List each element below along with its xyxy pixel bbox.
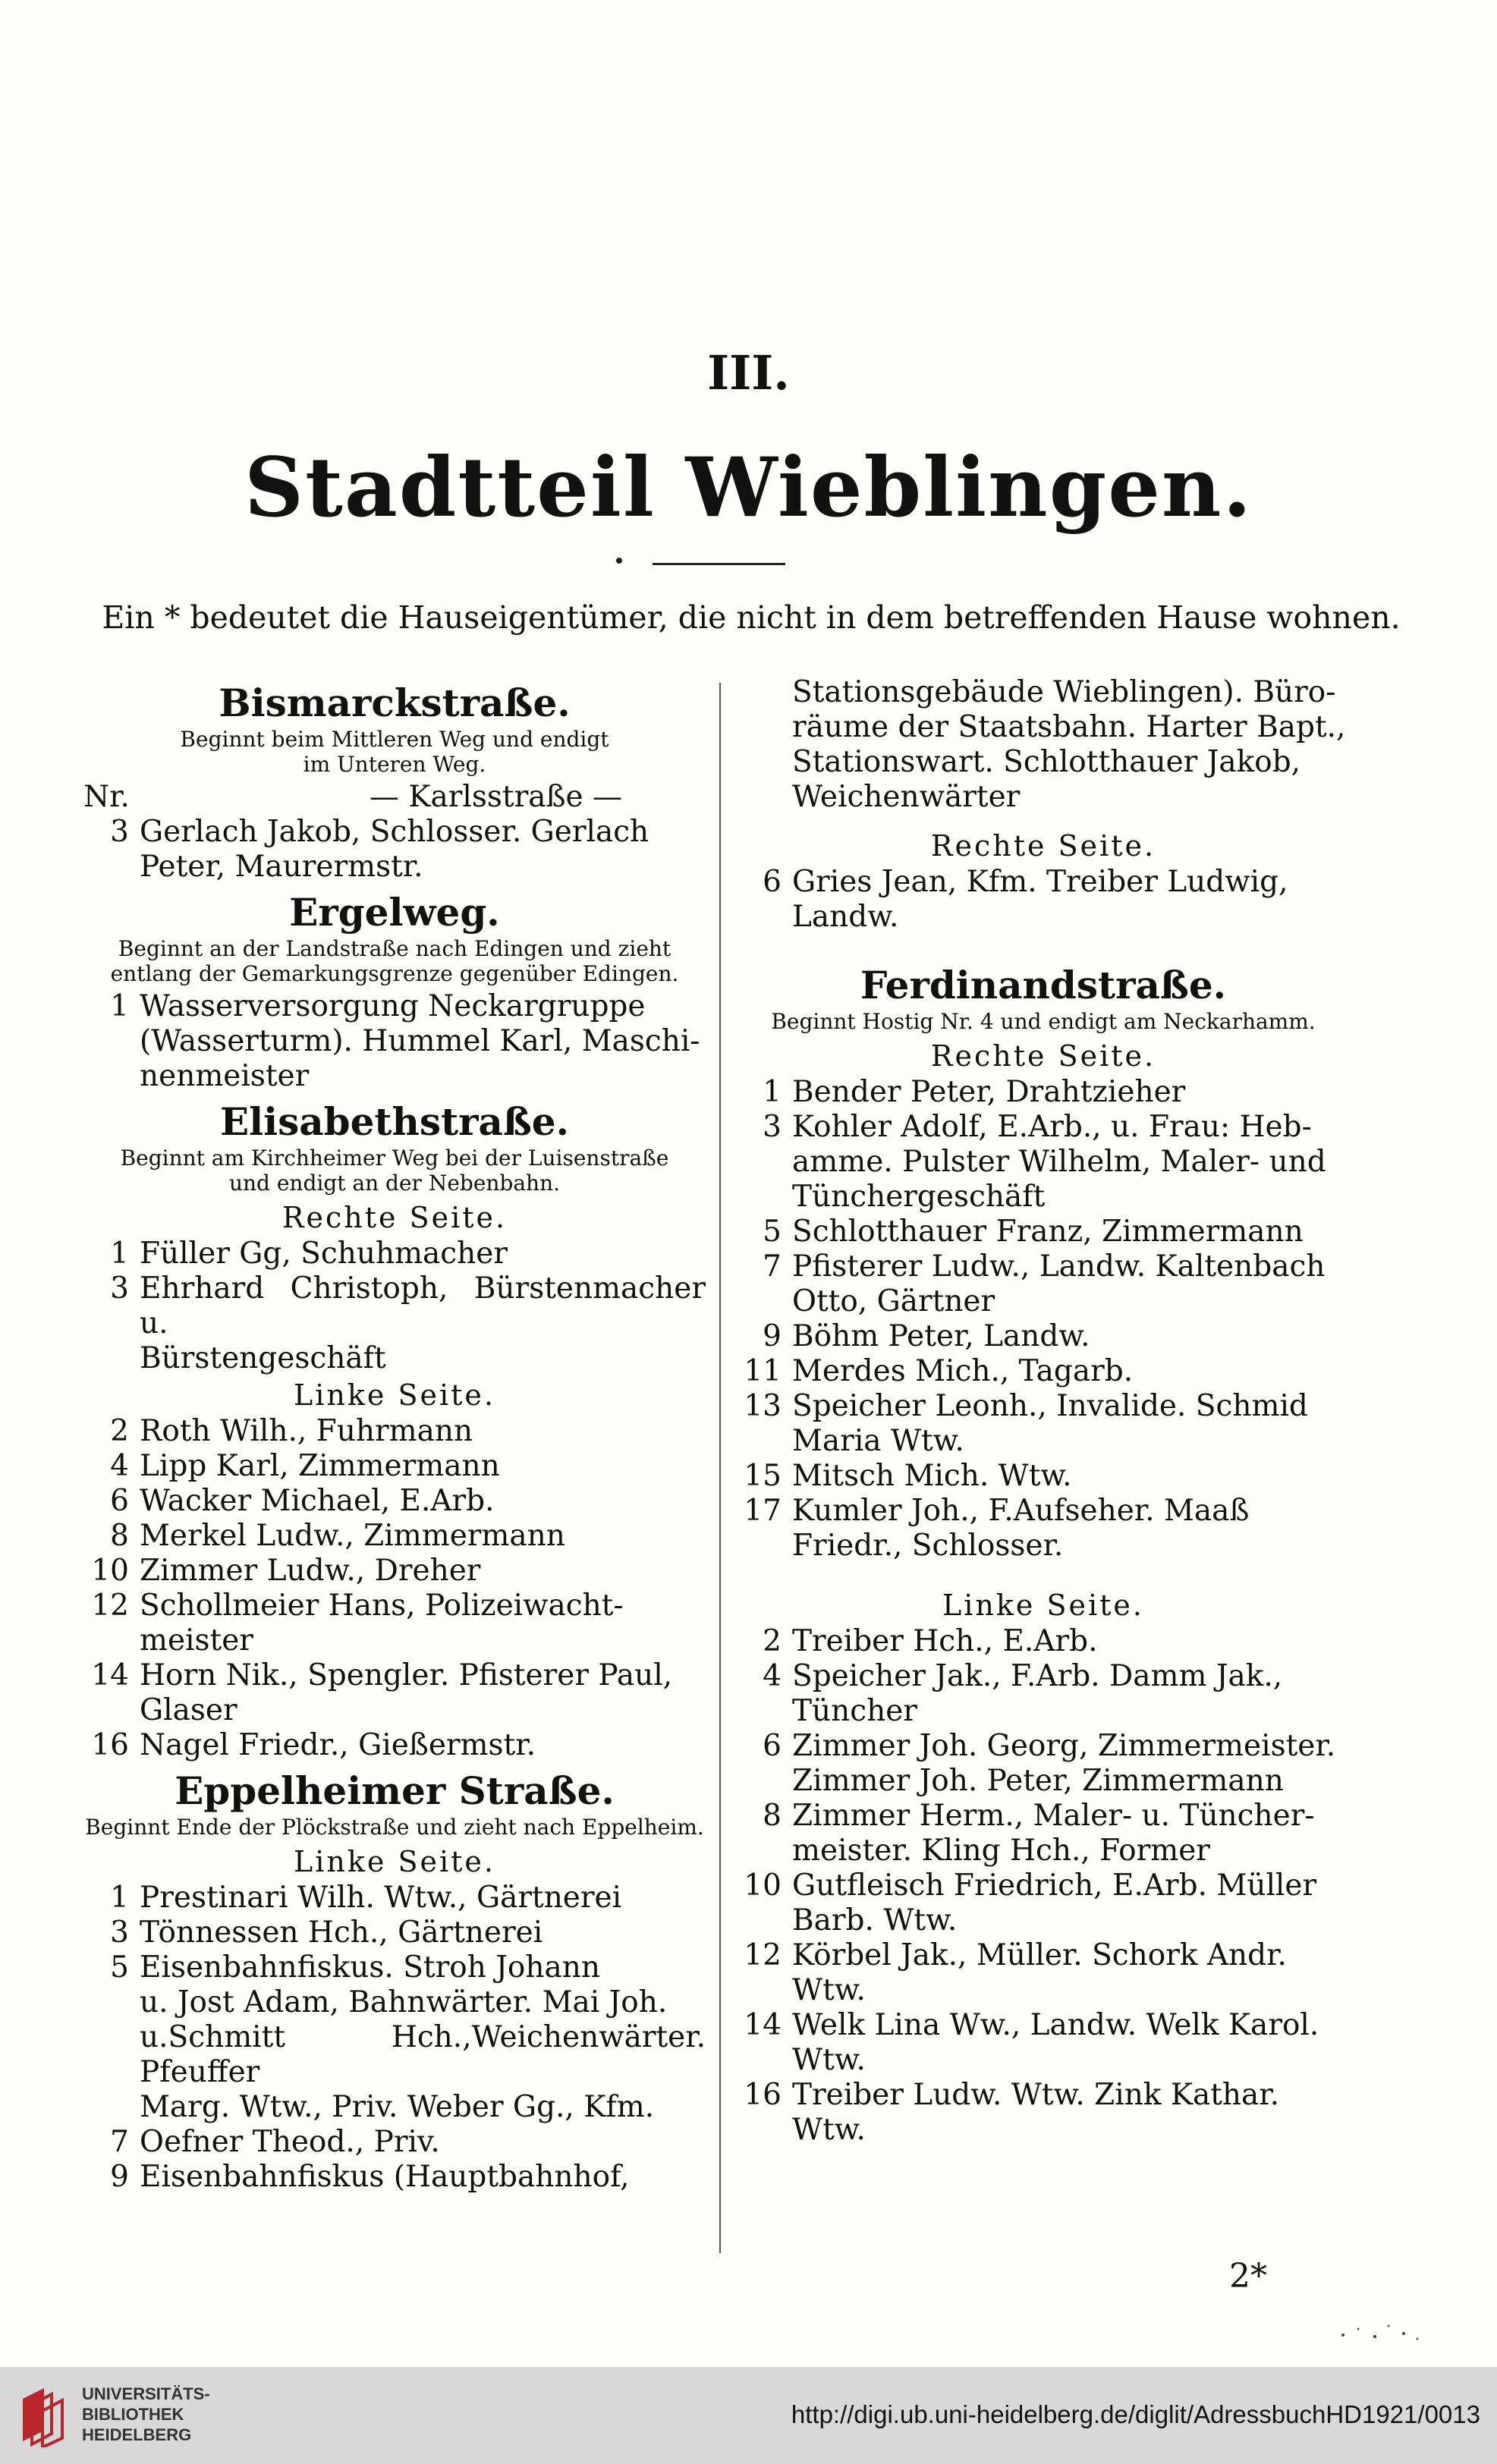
- address-entry: [83, 1484, 706, 1519]
- street-heading-elisabeth: Elisabethstraße.: [219, 1099, 570, 1144]
- address-entry: [736, 1799, 1351, 1868]
- resident-text: Gries Jean, Kfm. Treiber Ludwig, Landw.: [792, 865, 1288, 934]
- house-number: 3: [110, 1916, 129, 1950]
- address-entry: [736, 1459, 1351, 1494]
- address-entry: [83, 1881, 706, 1916]
- resident-text: Tönnessen Hch., Gärtnerei: [140, 1916, 543, 1950]
- house-number: 3: [763, 1110, 782, 1144]
- house-number: 16: [744, 2078, 782, 2112]
- resident-text: Körbel Jak., Müller. Schork Andr. Wtw.: [792, 1938, 1287, 2007]
- address-entry: [83, 2160, 706, 2195]
- title-rule: [653, 563, 785, 565]
- house-number: 4: [763, 1659, 782, 1693]
- house-number: 5: [110, 1950, 129, 1985]
- address-entry: [83, 1554, 706, 1589]
- address-entry: [736, 1868, 1351, 1938]
- resident-text: Kohler Adolf, E.Arb., u. Frau: Heb- amme. Pulster Wilhelm, Maler- und Tünchergeschäft: [792, 1110, 1326, 1214]
- house-number: 2: [110, 1414, 129, 1448]
- address-entry: [736, 1389, 1351, 1459]
- address-entry: [736, 1319, 1351, 1354]
- scan-specks: [1335, 2320, 1426, 2343]
- address-entry: [736, 1249, 1351, 1319]
- address-entry: [736, 865, 1351, 935]
- cross-street-label: — Karlsstraße —: [369, 780, 622, 814]
- resident-text: Wasserversorgung Neckargruppe (Wasserturm). Hummel Karl, Maschi- nenmeister: [140, 989, 700, 1093]
- resident-text: Roth Wilh., Fuhrmann: [140, 1414, 473, 1448]
- owner-note: Ein * bedeutet die Hauseigentümer, die nicht in dem betreffenden Hause wohnen.: [102, 599, 1401, 636]
- resident-text: Stationsgebäude Wieblingen). Büro- räume der Staatsbahn. Harter Bapt., Stationswart. Schlotthauer Jakob, Weichenwärter: [792, 675, 1346, 814]
- resident-text: Merdes Mich., Tagarb.: [792, 1354, 1134, 1388]
- side-label-left: Linke Seite.: [294, 1378, 495, 1412]
- column-divider: [719, 683, 721, 2253]
- resident-text: Zimmer Ludw., Dreher: [140, 1554, 481, 1588]
- resident-text: Böhm Peter, Landw.: [792, 1319, 1090, 1353]
- resident-text: Zimmer Joh. Georg, Zimmermeister. Zimmer Joh. Peter, Zimmermann: [792, 1729, 1336, 1798]
- resident-text: Oefner Theod., Priv.: [140, 2125, 440, 2159]
- address-entry: [736, 1938, 1351, 2008]
- address-entry: [83, 1916, 706, 1950]
- nr-label: Nr.: [83, 780, 130, 814]
- street-description: Beginnt beim Mittleren Weg und endigt im Unteren Weg.: [180, 727, 609, 777]
- resident-text: Gutfleisch Friedrich, E.Arb. Müller Barb. Wtw.: [792, 1868, 1317, 1938]
- page-title: Stadtteil Wieblingen.: [244, 440, 1253, 536]
- address-entry: [736, 1659, 1351, 1729]
- house-number: 6: [763, 1729, 782, 1763]
- house-number: 13: [744, 1389, 782, 1423]
- house-number: 3: [110, 1271, 129, 1306]
- resident-text: Eisenbahnfiskus (Hauptbahnhof,: [140, 2160, 630, 2194]
- house-number: 5: [763, 1215, 782, 1249]
- house-number: 8: [110, 1519, 129, 1553]
- address-entry: [83, 1519, 706, 1554]
- resident-text: Kumler Joh., F.Aufseher. Maaß Friedr., Schlosser.: [792, 1494, 1250, 1563]
- house-number: 1: [763, 1075, 782, 1109]
- address-entry: [83, 1449, 706, 1484]
- address-entry: [83, 1658, 706, 1728]
- resident-text: Welk Lina Ww., Landw. Welk Karol. Wtw.: [792, 2008, 1319, 2077]
- house-number: 8: [763, 1799, 782, 1833]
- resident-text: Füller Gg, Schuhmacher: [140, 1237, 508, 1271]
- resident-text: Schollmeier Hans, Polizeiwacht- meister: [140, 1589, 624, 1658]
- cross-street-row: [83, 780, 706, 815]
- address-entry: [736, 1110, 1351, 1215]
- house-number: 12: [91, 1589, 129, 1623]
- viewer-footer: [0, 2367, 1497, 2464]
- side-label-right: Rechte Seite.: [930, 1039, 1156, 1073]
- library-name: UNIVERSITÄTS- BIBLIOTHEK HEIDELBERG: [82, 2384, 210, 2444]
- resident-text: Prestinari Wilh. Wtw., Gärtnerei: [140, 1881, 622, 1915]
- address-entry: [83, 2125, 706, 2160]
- resident-text: Nagel Friedr., Gießermstr.: [140, 1728, 536, 1762]
- street-description: Beginnt am Kirchheimer Weg bei der Luisenstraße und endigt an der Nebenbahn.: [120, 1146, 669, 1196]
- resident-text: Treiber Ludw. Wtw. Zink Kathar. Wtw.: [792, 2078, 1280, 2147]
- address-entry: [83, 1950, 706, 2125]
- house-number: 6: [763, 865, 782, 899]
- resident-text: Speicher Leonh., Invalide. Schmid Maria Wtw.: [792, 1389, 1308, 1458]
- address-entry: [736, 1354, 1351, 1389]
- house-number: 2: [763, 1624, 782, 1658]
- resident-text: Bender Peter, Drahtzieher: [792, 1075, 1186, 1109]
- street-description: Beginnt an der Landstraße nach Edingen und zieht entlang der Gemarkungsgrenze gegenüber Edingen.: [110, 936, 679, 986]
- house-number: 1: [110, 989, 129, 1023]
- street-heading-bismarck: Bismarckstraße.: [219, 680, 571, 725]
- resident-text: Horn Nik., Spengler. Pfisterer Paul, Glaser: [140, 1658, 673, 1727]
- resident-text: Ehrhard Christoph, Bürstenmacher u. Bürstengeschäft: [140, 1271, 706, 1375]
- address-entry: [83, 1589, 706, 1658]
- left-column: [83, 675, 706, 2195]
- resident-text: Schlotthauer Franz, Zimmermann: [792, 1215, 1304, 1249]
- address-entry: [736, 1494, 1351, 1564]
- page-number: 2*: [1229, 2257, 1267, 2296]
- side-label-right: Rechte Seite.: [281, 1201, 508, 1234]
- house-number: 12: [744, 1938, 782, 1972]
- resident-text: Merkel Ludw., Zimmermann: [140, 1519, 565, 1553]
- resident-text: Gerlach Jakob, Schlosser. Gerlach Peter, Maurermstr.: [140, 815, 649, 884]
- house-number: 10: [744, 1868, 782, 1903]
- street-heading-ergelweg: Ergelweg.: [289, 890, 500, 935]
- address-entry: [83, 1271, 706, 1376]
- street-heading-ferdinand: Ferdinandstraße.: [860, 963, 1227, 1007]
- house-number: 3: [110, 815, 129, 849]
- address-entry: [83, 1237, 706, 1271]
- house-number: 17: [744, 1494, 782, 1528]
- side-label-left: Linke Seite.: [942, 1589, 1144, 1622]
- address-entry: [83, 989, 706, 1094]
- permalink-url[interactable]: http://digi.ub.uni-heidelberg.de/diglit/AdressbuchHD1921/0013: [791, 2400, 1480, 2428]
- address-entry: [83, 1728, 706, 1763]
- street-description: Beginnt Hostig Nr. 4 und endigt am Neckarhamm.: [771, 1009, 1316, 1034]
- house-number: 4: [110, 1449, 129, 1483]
- right-column: [736, 675, 1351, 2148]
- address-entry: [83, 1414, 706, 1449]
- resident-text: Treiber Hch., E.Arb.: [792, 1624, 1098, 1658]
- house-number: 11: [744, 1354, 782, 1388]
- continued-entry: [736, 675, 1351, 815]
- address-entry: [736, 2078, 1351, 2148]
- house-number: 1: [110, 1881, 129, 1915]
- resident-text: Wacker Michael, E.Arb.: [140, 1484, 495, 1518]
- address-entry: [83, 815, 706, 885]
- house-number: 14: [91, 1658, 129, 1692]
- part-number: III.: [707, 345, 790, 401]
- ornament-dot: [616, 558, 622, 564]
- house-number: 15: [744, 1459, 782, 1493]
- house-number: 14: [744, 2008, 782, 2042]
- resident-text: Speicher Jak., F.Arb. Damm Jak., Tüncher: [792, 1659, 1283, 1728]
- house-number: 7: [110, 2125, 129, 2159]
- resident-text: Eisenbahnfiskus. Stroh Johann u. Jost Adam, Bahnwärter. Mai Joh. u.Schmitt Hch.,Weichenwärter. Pfeuffer Marg. Wtw., Priv. Weber Gg., Kfm.: [140, 1950, 706, 2124]
- resident-text: Pfisterer Ludw., Landw. Kaltenbach Otto, Gärtner: [792, 1249, 1326, 1318]
- side-label-right: Rechte Seite.: [930, 829, 1156, 863]
- house-number: 6: [110, 1484, 129, 1518]
- street-heading-eppelheimer: Eppelheimer Straße.: [175, 1768, 615, 1813]
- house-number: 9: [763, 1319, 782, 1353]
- house-number: 16: [91, 1728, 129, 1762]
- address-entry: [736, 1075, 1351, 1110]
- street-description: Beginnt Ende der Plöckstraße und zieht nach Eppelheim.: [85, 1815, 704, 1840]
- address-entry: [736, 1729, 1351, 1799]
- address-entry: [736, 2008, 1351, 2078]
- address-entry: [736, 1215, 1351, 1249]
- resident-text: Zimmer Herm., Maler- u. Tüncher- meister. Kling Hch., Former: [792, 1799, 1315, 1868]
- side-label-left: Linke Seite.: [294, 1845, 495, 1878]
- address-entry: [736, 1624, 1351, 1659]
- resident-text: Lipp Karl, Zimmermann: [140, 1449, 500, 1483]
- house-number: 9: [110, 2160, 129, 2194]
- university-library-logo-icon[interactable]: [17, 2384, 71, 2447]
- house-number: 7: [763, 1249, 782, 1284]
- resident-text: Mitsch Mich. Wtw.: [792, 1459, 1072, 1493]
- house-number: 10: [91, 1554, 129, 1588]
- house-number: 1: [110, 1237, 129, 1271]
